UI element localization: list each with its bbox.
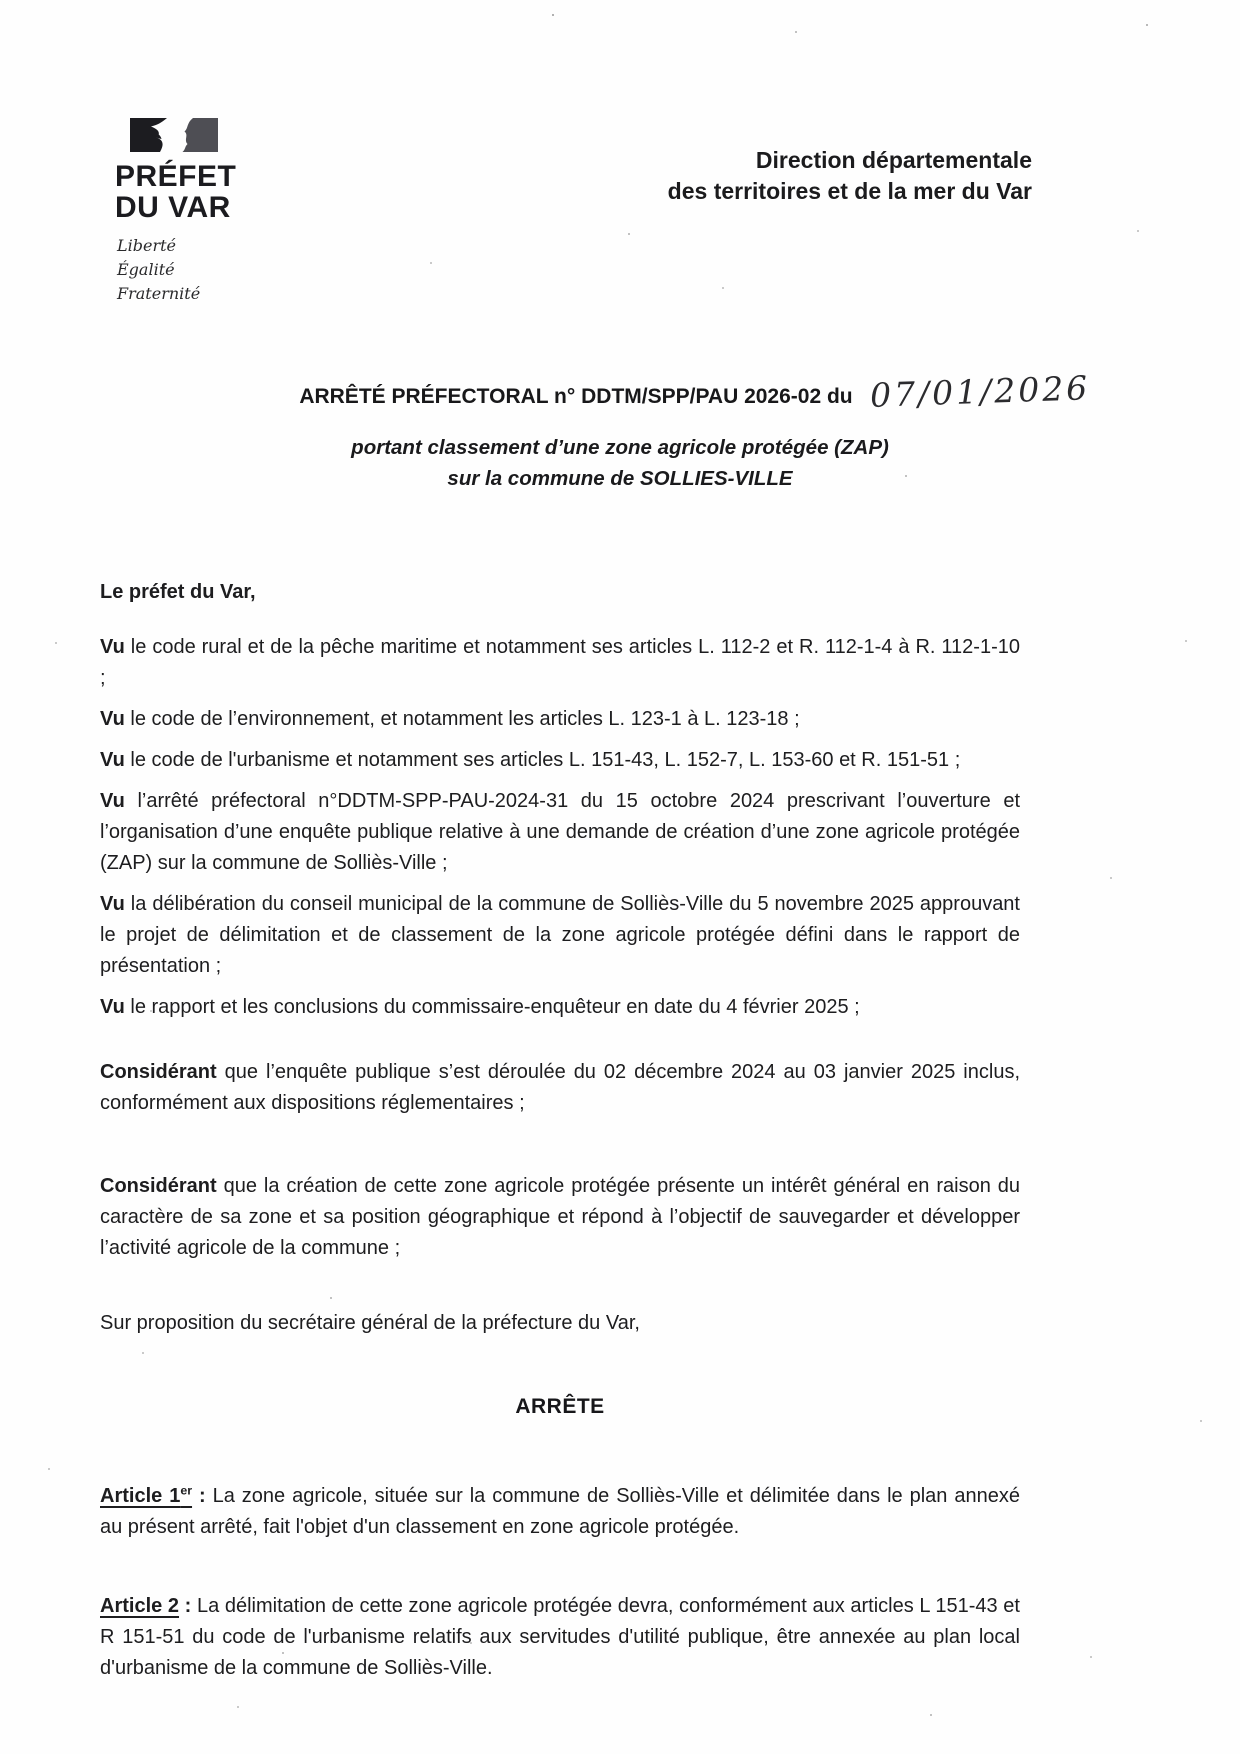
article-1-label: Article 1er bbox=[100, 1483, 193, 1508]
vu-paragraph bbox=[100, 992, 1020, 1023]
considerant-label: Considérant bbox=[100, 1174, 217, 1197]
considerant-text: que l’enquête publique s’est déroulée du 02 décembre 2024 au 03 janvier 2025 inclus, conformément aux dispositions réglementaires ; bbox=[100, 1060, 1020, 1114]
vu-text: le code de l’environnement, et notamment les articles L. 123-1 à L. 123-18 ; bbox=[130, 707, 800, 730]
subtitle-line1: portant classement d’une zone agricole protégée (ZAP) bbox=[351, 436, 889, 460]
subtitle-line2: sur la commune de SOLLIES-VILLE bbox=[447, 467, 793, 491]
directorate-line2: des territoires et de la mer du Var bbox=[667, 178, 1032, 205]
decree-subtitle bbox=[0, 433, 1240, 495]
vu-text: le rapport et les conclusions du commissaire-enquêteur en date du 4 février 2025 ; bbox=[130, 995, 860, 1018]
article-1-text: La zone agricole, située sur la commune de Solliès-Ville et délimitée dans le plan annexé au présent arrêté, fait l'objet d'un classement en zone agricole protégée. bbox=[100, 1485, 1020, 1539]
vu-label: Vu bbox=[100, 635, 125, 658]
article-2-text: La délimitation de cette zone agricole protégée devra, conformément aux articles L 151-43 et R 151-51 du code de l'urbanisme relatifs aux servitudes d'utilité publique, être annexée au plan local d'urbanisme de la commune de Solliès-Ville. bbox=[100, 1595, 1020, 1680]
vu-label: Vu bbox=[100, 995, 125, 1018]
considerant-paragraph bbox=[100, 1171, 1020, 1264]
prefet-title-line2: DU VAR bbox=[115, 191, 231, 225]
vu-label: Vu bbox=[100, 707, 125, 730]
decree-title: ARRÊTÉ PRÉFECTORAL n° DDTM/SPP/PAU 2026-02 du bbox=[299, 385, 853, 409]
arrete-heading: ARRÊTE bbox=[515, 1394, 605, 1418]
prefecture-logo-block bbox=[115, 118, 236, 306]
title-block bbox=[0, 368, 1240, 495]
salutation: Le préfet du Var, bbox=[100, 580, 256, 603]
article-2-label: Article 2 bbox=[100, 1595, 180, 1618]
prefet-title-line1: PRÉFET bbox=[115, 160, 237, 193]
article-1-paragraph bbox=[100, 1481, 1020, 1543]
vu-paragraph bbox=[100, 889, 1020, 982]
motto-fraternite: Fraternité bbox=[117, 284, 201, 304]
document-header bbox=[0, 0, 1240, 306]
issuing-directorate bbox=[668, 145, 1032, 207]
vu-paragraph bbox=[100, 786, 1020, 879]
vu-label: Vu bbox=[100, 789, 125, 812]
republic-motto bbox=[117, 234, 236, 306]
motto-liberte: Liberté bbox=[117, 236, 176, 256]
vu-text: l’arrêté préfectoral n°DDTM-SPP-PAU-2024-31 du 15 octobre 2024 prescrivant l’ouverture et l’organisation d’une enquête publique relative à une demande de création d’une zone agricole protégée (ZAP) sur la commune de Solliès-Ville ; bbox=[100, 789, 1020, 874]
vu-text: le code de l'urbanisme et notamment ses articles L. 151-43, L. 152-7, L. 153-60 et R. 151-51 ; bbox=[130, 748, 961, 771]
decree-title-line bbox=[0, 368, 1240, 416]
article-2-paragraph bbox=[100, 1591, 1020, 1684]
vu-text: la délibération du conseil municipal de la commune de Solliès-Ville du 5 novembre 2025 approuvant le projet de délimitation et de classement de la zone agricole protégée défini dans le rapport de présentation ; bbox=[100, 892, 1020, 977]
vu-paragraph bbox=[100, 704, 1020, 735]
article-separator: : bbox=[179, 1595, 197, 1618]
considerant-label: Considérant bbox=[100, 1060, 217, 1083]
document-body bbox=[100, 577, 1020, 1685]
handwritten-date: 07/01/2026 bbox=[869, 368, 1092, 416]
vu-paragraph bbox=[100, 745, 1020, 776]
vu-label: Vu bbox=[100, 892, 125, 915]
article-1-sup: er bbox=[180, 1483, 193, 1498]
marianne-flag-icon bbox=[130, 118, 218, 152]
vu-paragraph bbox=[100, 632, 1020, 694]
vu-label: Vu bbox=[100, 748, 125, 771]
proposition-line: Sur proposition du secrétaire général de la préfecture du Var, bbox=[100, 1311, 640, 1334]
vu-text: le code rural et de la pêche maritime et notamment ses articles L. 112-2 et R. 112-1-4 à R. 112-1-10 ; bbox=[100, 635, 1020, 689]
considerant-text: que la création de cette zone agricole protégée présente un intérêt général en raison du caractère de sa zone et sa position géographique et répond à l’objectif de sauvegarder et développer l’activité agricole de la commune ; bbox=[100, 1174, 1020, 1259]
article-separator: : bbox=[192, 1485, 213, 1508]
directorate-line1: Direction départementale bbox=[755, 147, 1032, 173]
considerant-paragraph bbox=[100, 1057, 1020, 1119]
motto-egalite: Égalité bbox=[117, 260, 175, 280]
